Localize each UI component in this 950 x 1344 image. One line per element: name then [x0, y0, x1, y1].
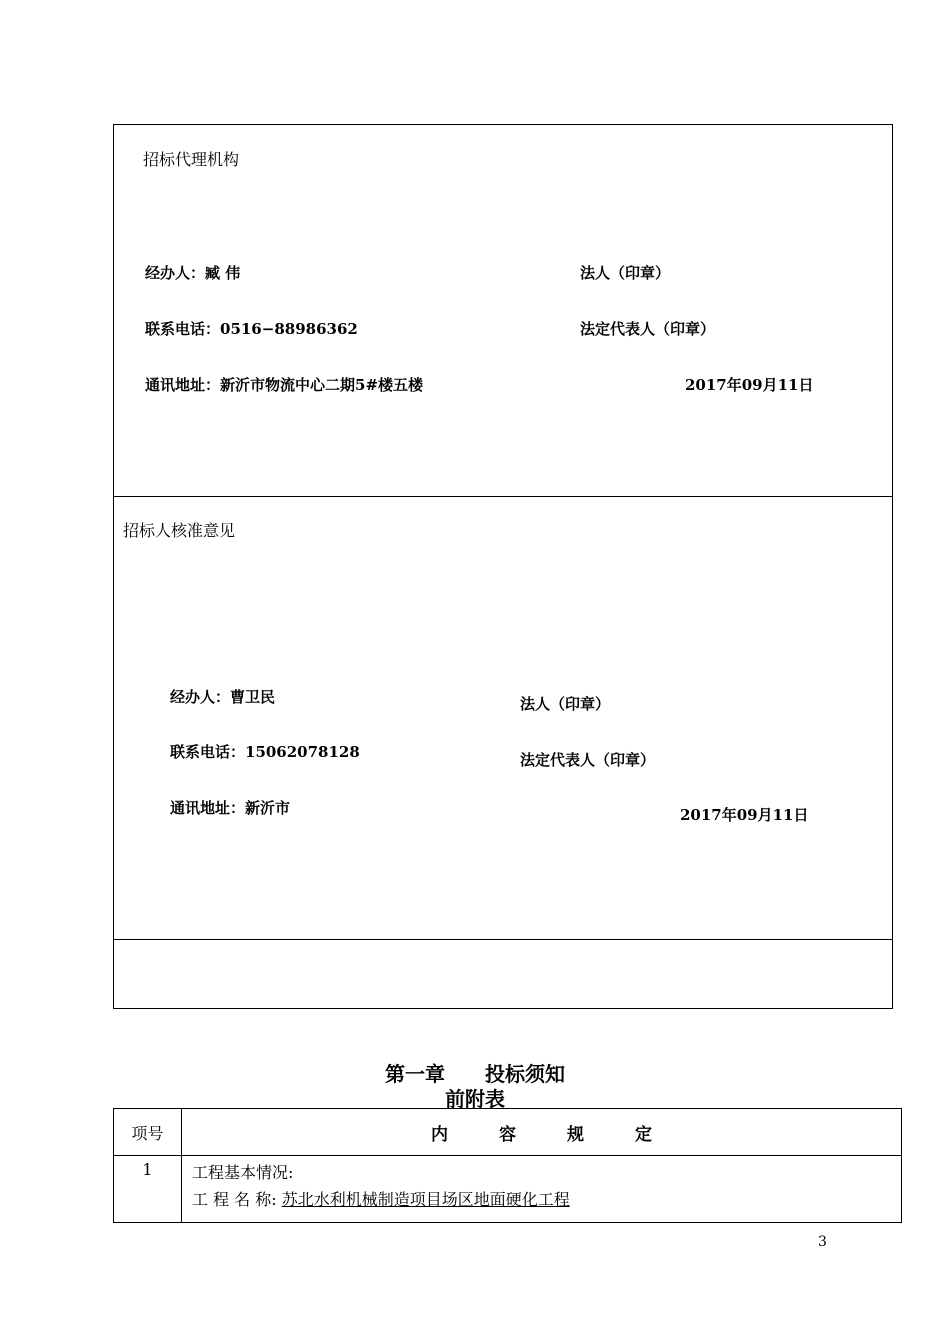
header-no: [114, 1109, 182, 1156]
row-line1: 工程基本情况:: [192, 1163, 294, 1182]
header-content: [182, 1109, 902, 1156]
agency-heading: 招标代理机构: [143, 150, 240, 169]
tenderer-legal-rep: 法定代表人（印章）: [520, 751, 656, 769]
tenderer-date: 2017年09月11日: [680, 806, 809, 824]
chapter-subtitle: 前附表: [445, 1087, 505, 1111]
agency-phone: 联系电话：0516−88986362: [145, 320, 358, 338]
project-name-label: 工 程 名 称:: [192, 1190, 277, 1209]
row-content: [182, 1156, 902, 1223]
row-no: [114, 1156, 182, 1223]
empty-section: [113, 939, 893, 1009]
page-number: 3: [818, 1234, 827, 1250]
agency-address: 通讯地址：新沂市物流中心二期5#楼五楼: [145, 376, 424, 394]
header-content-label: 内 容 规 定: [431, 1124, 652, 1145]
tenderer-address: 通讯地址：新沂市: [170, 799, 291, 817]
tenderer-phone: 联系电话：15062078128: [170, 743, 360, 761]
agency-section: [113, 124, 893, 497]
agency-handler: 经办人：臧 伟: [145, 264, 241, 282]
table-header-row: [114, 1109, 902, 1156]
tenderer-section: [113, 496, 893, 940]
agency-legal-rep: 法定代表人（印章）: [580, 320, 716, 338]
row-line2: [192, 1187, 891, 1210]
tenderer-heading: 招标人核准意见: [123, 521, 236, 540]
table-row: [114, 1156, 902, 1223]
tenderer-legal: 法人（印章）: [520, 695, 611, 713]
header-no-label: 项号: [131, 1123, 164, 1143]
tenderer-handler: 经办人：曹卫民: [170, 688, 276, 706]
row-no-value: 1: [142, 1160, 153, 1179]
agency-date: 2017年09月11日: [685, 376, 814, 394]
project-name-value: 苏北水利机械制造项目场区地面硬化工程: [281, 1190, 570, 1209]
front-table: [113, 1108, 902, 1223]
chapter-title: 第一章 投标须知: [385, 1062, 565, 1086]
agency-legal: 法人（印章）: [580, 264, 671, 282]
